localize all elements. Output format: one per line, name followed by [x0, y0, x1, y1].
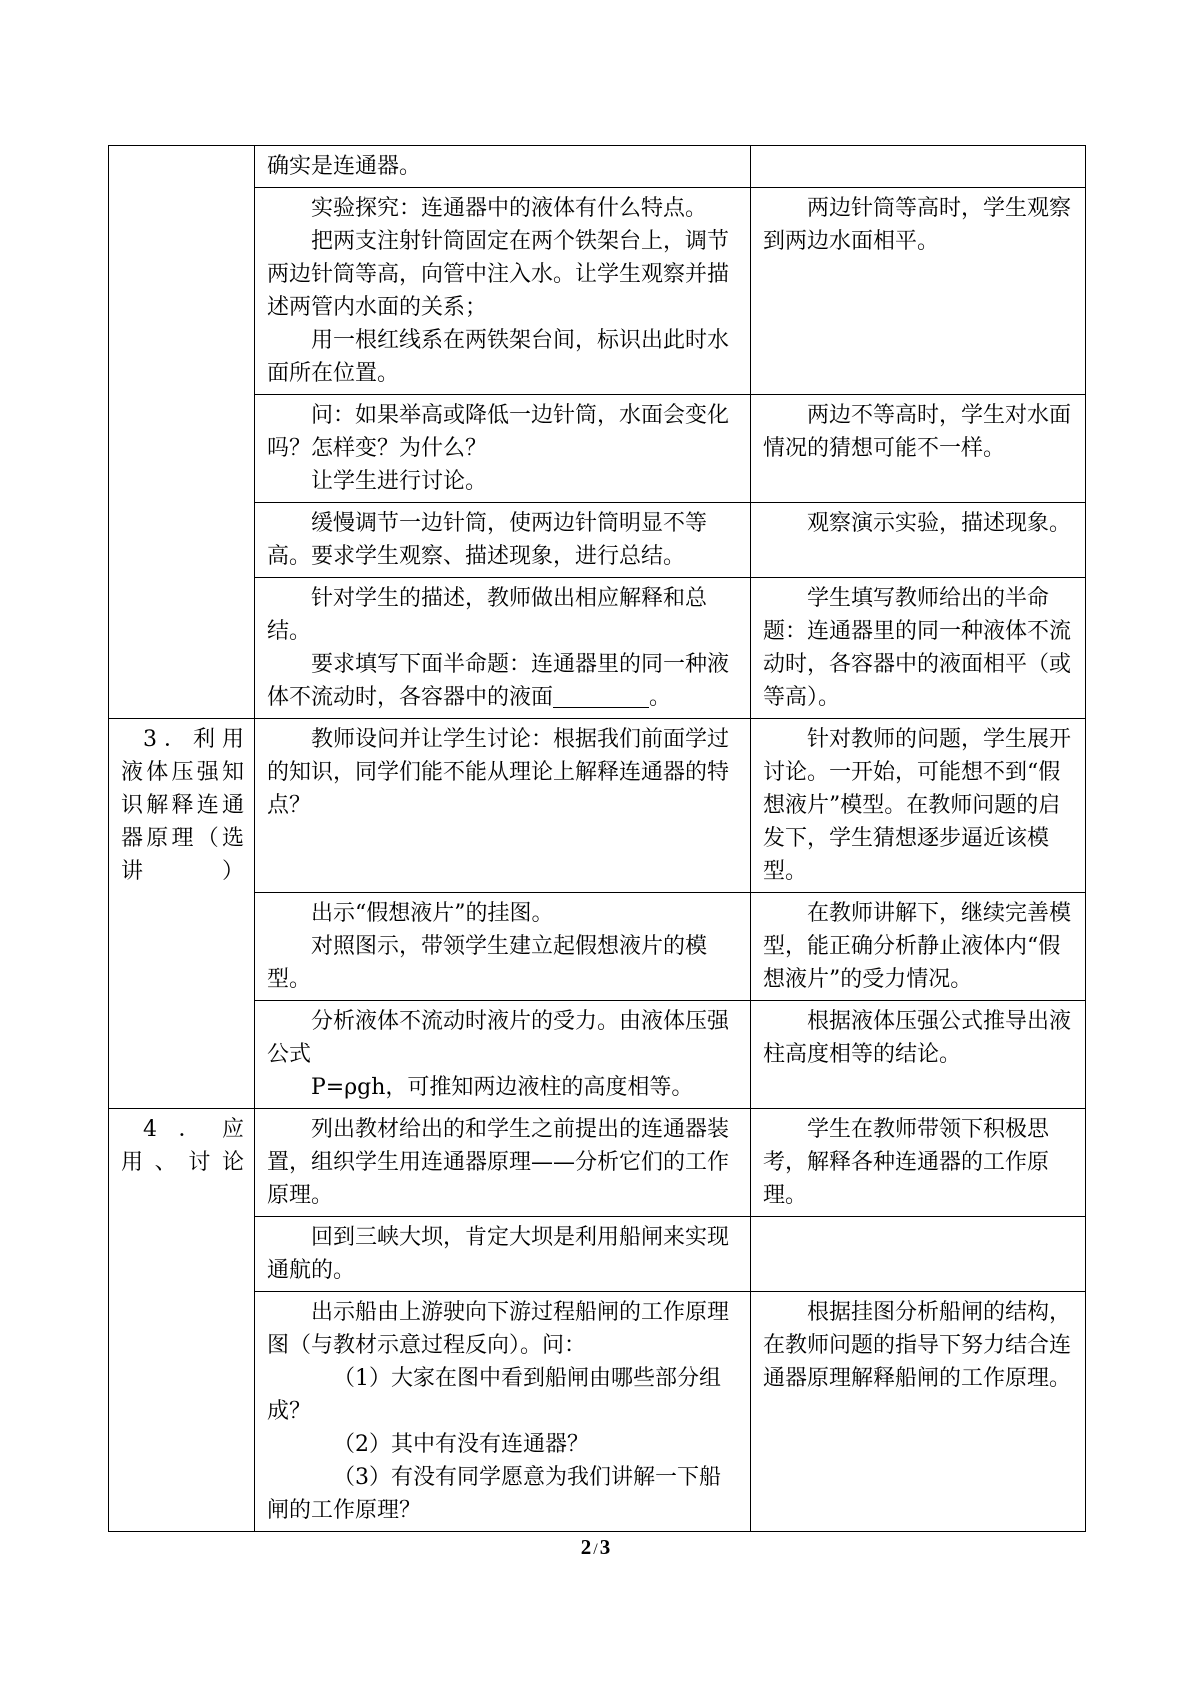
teacher-activity-text: 用一根红线系在两铁架台间，标识出此时水面所在位置。: [267, 328, 730, 386]
stage-cell: [109, 719, 255, 1109]
teacher-activity-text: 确实是连通器。: [267, 154, 422, 179]
stage-label: 3．利用液体压强知识解释连通器原理（选讲）: [121, 727, 244, 884]
fill-in-end: 。: [649, 685, 672, 710]
student-activity-cell: [751, 578, 1086, 719]
table-row: [109, 578, 1086, 719]
teacher-activity-cell: [255, 1217, 751, 1292]
teacher-activity-cell: [255, 1001, 751, 1109]
student-activity-text: 观察演示实验，描述现象。: [807, 511, 1072, 536]
teacher-activity-cell: [255, 1109, 751, 1217]
teacher-activity-text: [267, 648, 740, 714]
teacher-activity-text: 针对学生的描述，教师做出相应解释和总结。: [267, 586, 708, 644]
student-activity-cell: [751, 1109, 1086, 1217]
student-activity-cell: [751, 1292, 1086, 1532]
teacher-activity-text: 回到三峡大坝，肯定大坝是利用船闸来实现通航的。: [267, 1225, 730, 1283]
teacher-activity-cell: [255, 395, 751, 503]
table-row: [109, 188, 1086, 395]
student-activity-text: 根据液体压强公式推导出液柱高度相等的结论。: [763, 1009, 1072, 1067]
fill-in-prompt: 要求填写下面半命题：连通器里的同一种液体不流动时，各容器中的液面: [267, 652, 730, 710]
student-activity-text: 学生填写教师给出的半命题：连通器里的同一种液体不流动时，各容器中的液面相平（或等高）。: [763, 586, 1072, 710]
student-activity-cell: [751, 146, 1086, 188]
teacher-activity-text: 问：如果举高或降低一边针筒，水面会变化吗？怎样变？为什么？: [267, 403, 730, 461]
teacher-activity-text: 让学生进行讨论。: [311, 469, 488, 494]
teacher-activity-cell: [255, 893, 751, 1001]
page-separator: /: [593, 1541, 598, 1558]
teacher-activity-text: 出示“假想液片”的挂图。: [311, 901, 554, 926]
table-row: [109, 893, 1086, 1001]
table-row: [109, 1109, 1086, 1217]
student-activity-cell: [751, 719, 1086, 893]
stage-label: 4．应用、讨论: [121, 1117, 244, 1175]
fill-in-blank: [553, 683, 649, 708]
student-activity-cell: [751, 1001, 1086, 1109]
student-activity-text: 针对教师的问题，学生展开讨论。一开始，可能想不到“假想液片”模型。在教师问题的启发下，学生猜想逐步逼近该模型。: [763, 727, 1072, 884]
table-row: [109, 1001, 1086, 1109]
table-row: [109, 146, 1086, 188]
student-activity-text: 两边不等高时，学生对水面情况的猜想可能不一样。: [763, 403, 1072, 461]
student-activity-cell: [751, 1217, 1086, 1292]
teacher-activity-text: 实验探究：连通器中的液体有什么特点。: [311, 196, 708, 221]
teacher-activity-cell: [255, 578, 751, 719]
student-activity-text: 两边针筒等高时，学生观察到两边水面相平。: [763, 196, 1072, 254]
student-activity-cell: [751, 188, 1086, 395]
teacher-activity-cell: [255, 1292, 751, 1532]
teacher-activity-cell: [255, 188, 751, 395]
lesson-plan-table: [108, 145, 1086, 1532]
teacher-activity-text: （1）大家在图中看到船闸由哪些部分组成？: [267, 1366, 721, 1424]
teacher-activity-text: 把两支注射针筒固定在两个铁架台上，调节两边针筒等高，向管中注入水。让学生观察并描述两管内水面的关系；: [267, 229, 730, 320]
teacher-activity-text: 缓慢调节一边针筒，使两边针筒明显不等高。要求学生观察、描述现象，进行总结。: [267, 511, 708, 569]
teacher-activity-text: P=ρgh，可推知两边液柱的高度相等。: [311, 1075, 694, 1100]
student-activity-cell: [751, 395, 1086, 503]
teacher-activity-text: 列出教材给出的和学生之前提出的连通器装置，组织学生用连通器原理——分析它们的工作原理。: [267, 1117, 730, 1208]
teacher-activity-text: （3）有没有同学愿意为我们讲解一下船闸的工作原理？: [267, 1465, 721, 1523]
teacher-activity-text: 出示船由上游驶向下游过程船闸的工作原理图（与教材示意过程反向）。问：: [267, 1300, 730, 1358]
stage-cell: [109, 1109, 255, 1532]
student-activity-cell: [751, 503, 1086, 578]
page-current: 2: [580, 1535, 592, 1559]
page-number: [0, 1535, 1191, 1560]
table-row: [109, 1217, 1086, 1292]
student-activity-cell: [751, 893, 1086, 1001]
student-activity-text: 学生在教师带领下积极思考，解释各种连通器的工作原理。: [763, 1117, 1050, 1208]
table-row: [109, 503, 1086, 578]
table-row: [109, 719, 1086, 893]
page-total: 3: [599, 1535, 611, 1559]
teacher-activity-cell: [255, 719, 751, 893]
teacher-activity-text: 对照图示，带领学生建立起假想液片的模型。: [267, 934, 708, 992]
table-row: [109, 1292, 1086, 1532]
teacher-activity-cell: [255, 503, 751, 578]
teacher-activity-text: （2）其中有没有连通器？: [333, 1432, 589, 1457]
teacher-activity-cell: [255, 146, 751, 188]
teacher-activity-text: 教师设问并让学生讨论：根据我们前面学过的知识，同学们能不能从理论上解释连通器的特点？: [267, 727, 730, 818]
student-activity-text: 根据挂图分析船闸的结构，在教师问题的指导下努力结合连通器原理解释船闸的工作原理。: [763, 1300, 1072, 1391]
stage-cell: [109, 146, 255, 719]
student-activity-text: 在教师讲解下，继续完善模型，能正确分析静止液体内“假想液片”的受力情况。: [763, 901, 1072, 992]
teacher-activity-text: 分析液体不流动时液片的受力。由液体压强公式: [267, 1009, 730, 1067]
table-row: [109, 395, 1086, 503]
